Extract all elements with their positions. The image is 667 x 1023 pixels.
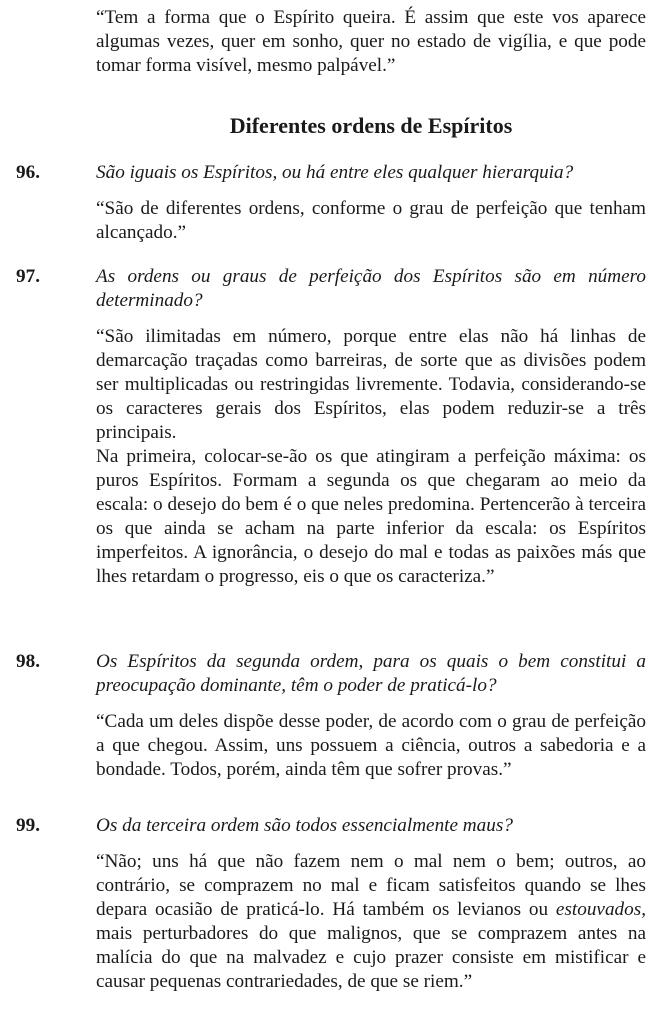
question-number-96: 96. <box>16 162 40 183</box>
question-97-text: As ordens ou graus de perfeição dos Espíritos são em número determinado? <box>96 266 646 311</box>
answer-96-text: “São de diferentes ordens, conforme o grau de perfeição que tenham alcançado.” <box>96 198 646 243</box>
question-98-text: Os Espíritos da segunda ordem, para os quais o bem constitui a preocupação dominante, têm o poder de praticá-lo? <box>96 651 646 696</box>
question-number-97: 97. <box>16 266 40 287</box>
answer-97-paragraph-2: Na primeira, colocar-se-ão os que atingiram a perfeição máxima: os puros Espíritos. Formam a segunda os que chegaram ao meio da escala: o desejo do bem é o que neles predomina. Pertencerão à terceira os que ainda se acham na parte inferior da escala: os Espíritos imperfeitos. A ignorância, o desejo do mal e todas as paixões más que lhes retardam o progresso, eis o que os caracteriza.” <box>96 446 646 587</box>
question-96-text: São iguais os Espíritos, ou há entre eles qualquer hierarquia? <box>96 162 574 183</box>
answer-99-italic-word: estouvados <box>555 899 642 920</box>
answer-99-text <box>96 850 646 994</box>
answer-99-part-2: , mais perturbadores do que malignos, que se comprazem antes na malícia do que na malvadez e cujo prazer consiste em mistificar e causar pequenas contrariedades, de que se riem.” <box>96 899 646 992</box>
section-title: Diferentes ordens de Espíritos <box>229 113 513 138</box>
question-number-98: 98. <box>16 651 40 672</box>
answer-99-part-1: “Não; uns há que não fazem nem o mal nem o bem; outros, ao contrário, se comprazem no mal e ficam satisfeitos quando se lhes depara ocasião de praticá-lo. Há também os levianos ou <box>96 851 646 920</box>
question-99-text: Os da terceira ordem são todos essencialmente maus? <box>96 815 513 836</box>
question-number-99: 99. <box>16 815 40 836</box>
answer-97-paragraph-1: “São ilimitadas em número, porque entre elas não há linhas de demarcação traçadas como barreiras, de sorte que as divisões podem ser multiplicadas ou restringidas livremente. Todavia, considerando-se os caracteres gerais dos Espíritos, elas podem reduzir-se a três principais. <box>96 326 646 443</box>
answer-98-text: “Cada um deles dispõe desse poder, de acordo com o grau de perfeição a que chegou. Assim, uns possuem a ciência, outros a sabedoria e a bondade. Todos, porém, ainda têm que sofrer provas.” <box>96 711 646 780</box>
opening-quote: “Tem a forma que o Espírito queira. É assim que este vos aparece algumas vezes, quer em sonho, quer no estado de vigília, e que pode tomar forma visível, mesmo palpável.” <box>96 7 646 76</box>
